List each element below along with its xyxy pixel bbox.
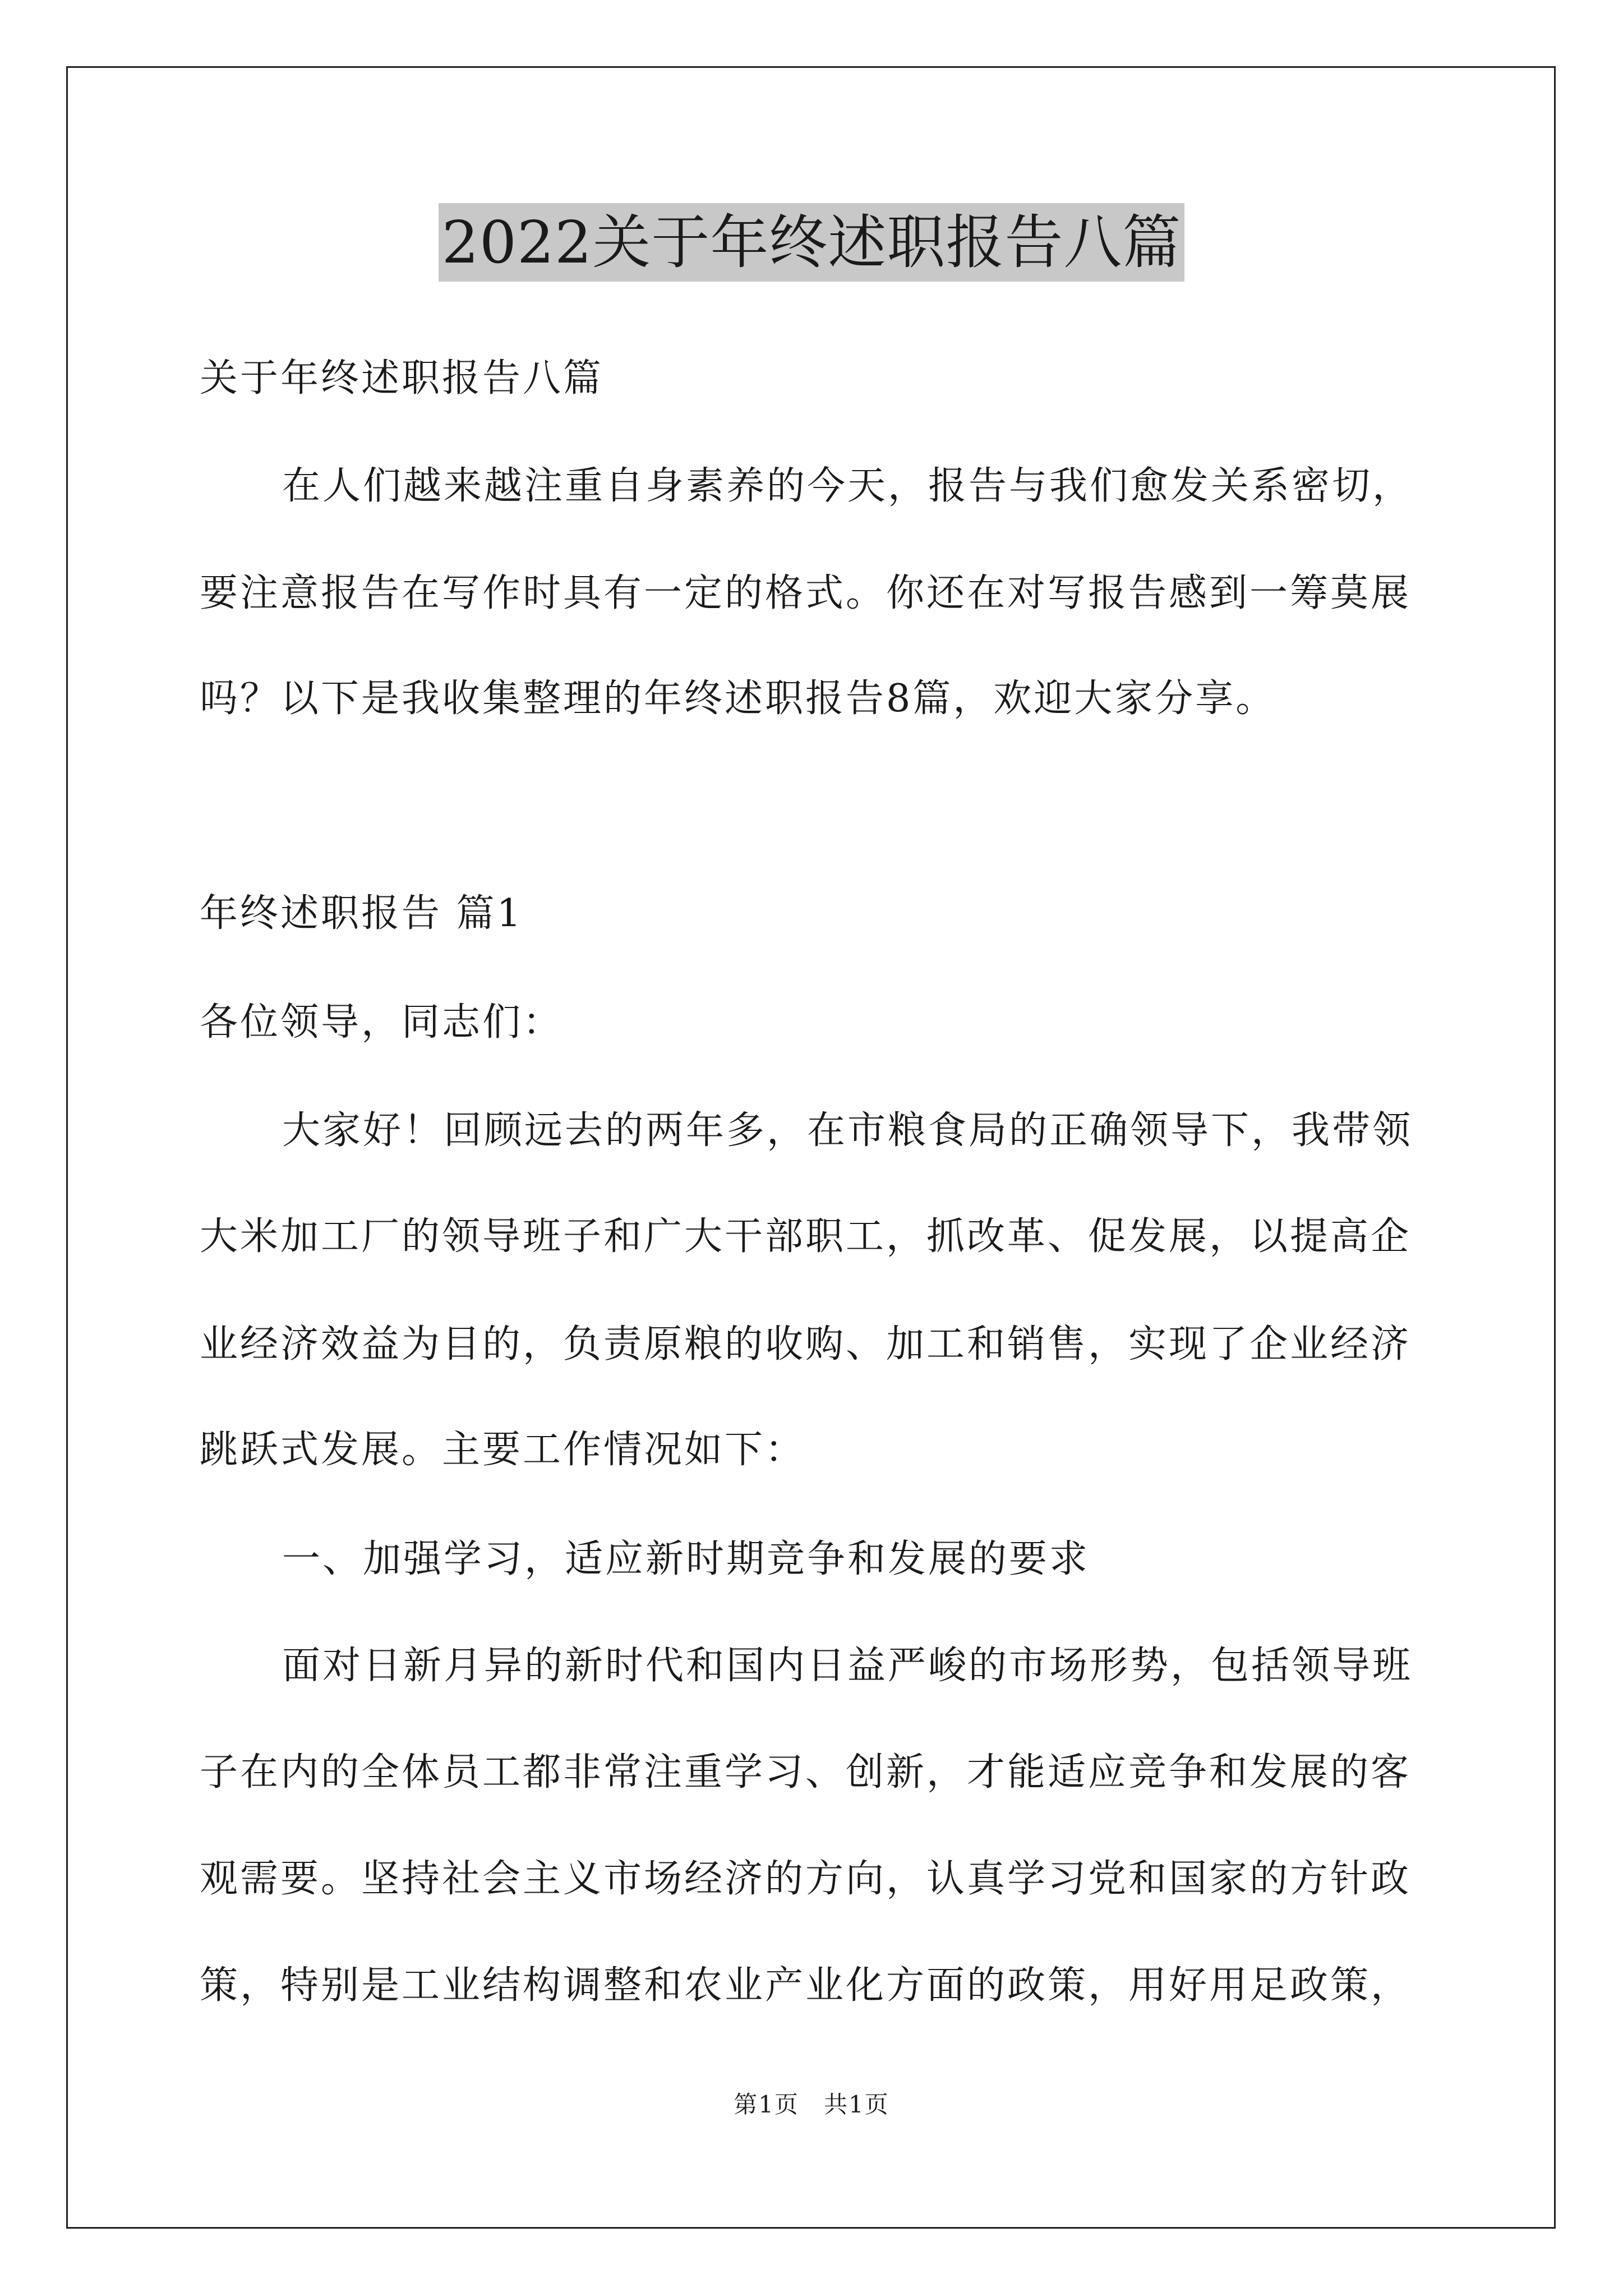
paragraph-line: 大家好！回顾远去的两年多，在市粮食局的正确领导下，我带领: [282, 1108, 1413, 1153]
subheading-line: 一、加强学习，适应新时期竞争和发展的要求: [282, 1537, 1090, 1581]
paragraph-line: 吗？以下是我收集整理的年终述职报告8篇，欢迎大家分享。: [200, 677, 1276, 721]
paragraph-line: 要注意报告在写作时具有一定的格式。你还在对写报告感到一筹莫展: [200, 571, 1412, 615]
paragraph-line: 在人们越来越注重自身素养的今天，报告与我们愈发关系密切，: [282, 464, 1413, 508]
paragraph-line: 大米加工厂的领导班子和广大干部职工，抓改革、促发展，以提高企: [200, 1214, 1412, 1259]
section-heading: 年终述职报告 篇1: [200, 891, 523, 936]
title-container: [0, 203, 1623, 282]
page-footer: 第1页 共1页: [734, 2091, 889, 2118]
subtitle-line: 关于年终述职报告八篇: [200, 356, 604, 401]
paragraph-line: 策，特别是工业结构调整和农业产业化方面的政策，用好用足政策，: [200, 1963, 1412, 2008]
paragraph-line: 面对日新月异的新时代和国内日益严峻的市场形势，包括领导班: [282, 1644, 1413, 1688]
paragraph-line: 跳跃式发展。主要工作情况如下：: [200, 1428, 806, 1472]
paragraph-line: 业经济效益为目的，负责原粮的收购、加工和销售，实现了企业经济: [200, 1322, 1412, 1366]
document-title: 2022关于年终述职报告八篇: [439, 203, 1185, 282]
paragraph-line: 观需要。坚持社会主义市场经济的方向，认真学习党和国家的方针政: [200, 1857, 1412, 1901]
paragraph-line: 子在内的全体员工都非常注重学习、创新，才能适应竞争和发展的客: [200, 1750, 1412, 1795]
greeting-line: 各位领导，同志们：: [200, 1000, 564, 1045]
